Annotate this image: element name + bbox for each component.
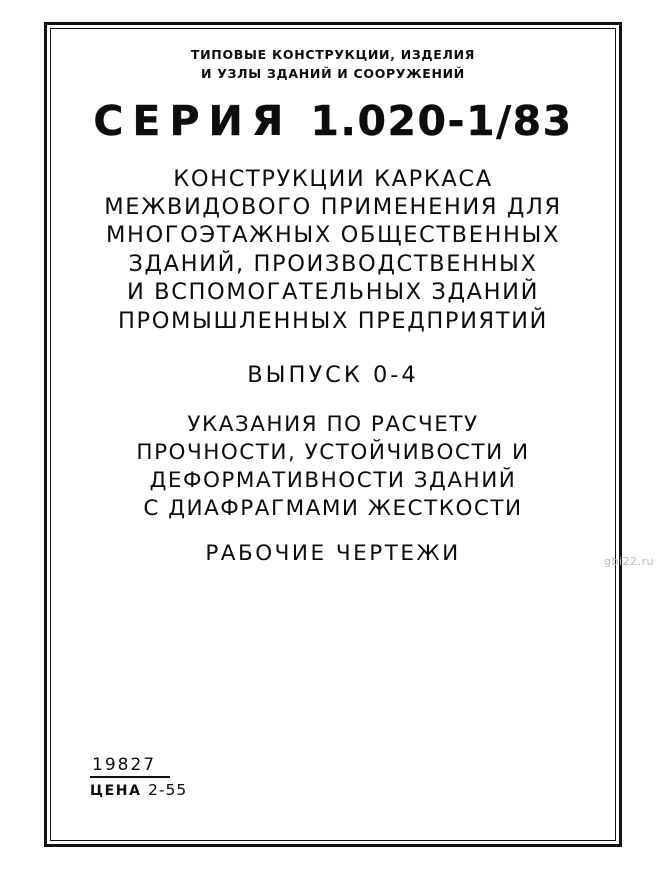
document-price: [90, 781, 187, 799]
superheading: [60, 45, 606, 84]
drawings-label: РАБОЧИЕ ЧЕРТЕЖИ: [205, 540, 461, 566]
watermark-text: gbi22.ru: [603, 555, 654, 568]
title-line-3: МНОГОЭТАЖНЫХ ОБЩЕСТВЕННЫХ: [105, 222, 561, 249]
document-code-block: [90, 755, 187, 799]
document-subtitle: [60, 411, 606, 523]
title-line-2: МЕЖВИДОВОГО ПРИМЕНЕНИЯ ДЛЯ: [104, 194, 562, 221]
subtitle-line-1: УКАЗАНИЯ ПО РАСЧЕТУ: [187, 411, 479, 437]
superheading-line-1: ТИПОВЫЕ КОНСТРУКЦИИ, ИЗДЕЛИЯ: [190, 47, 476, 62]
title-line-6: ПРОМЫШЛЕННЫХ ПРЕДПРИЯТИЙ: [118, 307, 548, 334]
series-number: 1.020-1/83: [310, 96, 573, 145]
document-code-number: 19827: [90, 756, 170, 778]
price-label: ЦЕНА: [90, 782, 142, 799]
title-line-4: ЗДАНИЙ, ПРОИЗВОДСТВЕННЫХ: [128, 250, 538, 277]
price-value: 2-55: [148, 780, 188, 799]
document-title: [60, 165, 606, 335]
subtitle-line-3: ДЕФОРМАТИВНОСТИ ЗДАНИЙ: [149, 467, 517, 493]
subtitle-line-2: ПРОЧНОСТИ, УСТОЙЧИВОСТИ И: [136, 439, 530, 465]
superheading-line-2: И УЗЛЫ ЗДАНИЙ И СООРУЖЕНИЙ: [201, 66, 465, 82]
subtitle-line-4: С ДИАФРАГМАМИ ЖЕСТКОСТИ: [143, 495, 523, 521]
issue-number: ВЫПУСК 0-4: [247, 361, 419, 388]
cover-content: [60, 36, 606, 833]
title-line-1: КОНСТРУКЦИИ КАРКАСА: [173, 165, 493, 192]
title-line-5: И ВСПОМОГАТЕЛЬНЫХ ЗДАНИЙ: [126, 279, 540, 306]
series-line: [60, 96, 606, 145]
series-word: СЕРИЯ: [93, 96, 293, 145]
